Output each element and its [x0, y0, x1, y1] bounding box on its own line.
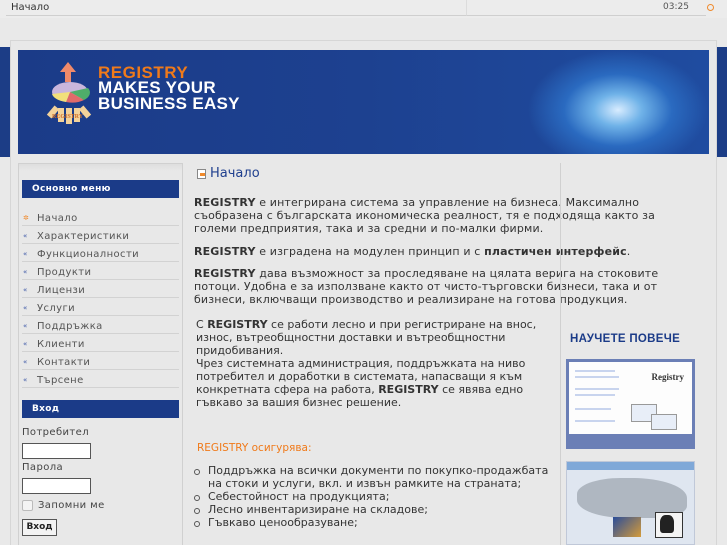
left-sidebar	[18, 163, 183, 545]
menu-item-label: Услуги	[37, 302, 76, 314]
feature-item: Лесно инвентаризиране на складове;	[194, 503, 559, 516]
background-strip-left	[0, 47, 10, 157]
screenshot-thumb	[651, 414, 677, 430]
bullet-icon: «	[23, 340, 28, 348]
menu-item-label: Функционалности	[37, 248, 140, 260]
menu-item-contacts[interactable]	[22, 352, 179, 370]
main-menu	[22, 208, 179, 388]
import-export-block	[196, 318, 556, 409]
page-title-text: Начало	[210, 166, 260, 181]
leaflet-photo	[613, 517, 641, 537]
menu-item-clients[interactable]	[22, 334, 179, 352]
menu-item-support[interactable]	[22, 316, 179, 334]
learn-more-heading[interactable]: НАУЧЕТЕ ПОВЕЧЕ	[570, 333, 681, 345]
text-line	[575, 420, 615, 422]
leaflet-header	[567, 462, 694, 470]
brand-bold: REGISTRY	[207, 318, 268, 331]
page-title	[197, 166, 260, 181]
main-menu-title: Основно меню	[22, 180, 179, 198]
brand-bold: REGISTRY	[194, 196, 256, 209]
paragraph-text: е изградена на модулен принцип и с	[255, 245, 485, 258]
brochure-page	[569, 362, 692, 434]
power-icon[interactable]	[707, 4, 714, 11]
feature-item: Себестойност на продукцията;	[194, 490, 559, 503]
bullet-icon: «	[23, 286, 28, 294]
right-column	[560, 163, 710, 545]
text-line	[575, 376, 619, 378]
bullet-icon: «	[23, 376, 28, 384]
brand-bold: REGISTRY	[194, 267, 256, 280]
menu-item-label: Начало	[37, 212, 78, 224]
password-label: Парола	[22, 462, 64, 473]
menu-item-functionality[interactable]	[22, 244, 179, 262]
remember-me[interactable]	[22, 500, 105, 511]
username-input[interactable]	[22, 443, 91, 459]
emphasis-bold: пластичен интерфейс	[484, 245, 627, 258]
clock: 03:25	[663, 2, 689, 12]
feature-item: Поддръжка на всички документи по покупко-продажбата на стоки и услуги, вкл. и извън рамките на страната;	[194, 464, 559, 490]
text-line	[575, 388, 619, 390]
password-input[interactable]	[22, 478, 91, 494]
top-bar	[0, 0, 727, 18]
window-tab[interactable]	[6, 0, 467, 16]
menu-item-label: Търсене	[37, 374, 84, 386]
sidebar-top-edge	[19, 163, 182, 171]
brand-tagline	[98, 80, 240, 112]
bullet-icon: «	[23, 304, 28, 312]
features-title: REGISTRY осигурява:	[197, 442, 312, 454]
document-icon	[197, 169, 206, 179]
menu-item-label: Характеристики	[37, 230, 130, 242]
text-line	[575, 370, 615, 372]
menu-item-label: Контакти	[37, 356, 91, 368]
bullet-icon: «	[23, 250, 28, 258]
paragraph-text: .	[626, 245, 631, 258]
bullet-icon: ✲	[23, 214, 30, 222]
menu-item-label: Клиенти	[37, 338, 85, 350]
feature-item: Гъвкаво ценообразуване;	[194, 516, 559, 529]
paragraph-text: дава възможност за проследяване на цялата верига на стоковите потоци. Удобна е за използване както от чисто-търговски бизнеси, така и от бизнеси, включващи производство и реализиране на готова продукция.	[194, 267, 659, 306]
header-banner	[18, 50, 709, 154]
leaflet-photo	[655, 512, 683, 538]
username-label: Потребител	[22, 427, 89, 438]
text-line	[575, 408, 611, 410]
block-text: С	[196, 318, 208, 331]
remember-me-label: Запомни ме	[38, 500, 105, 511]
brand-bold: REGISTRY	[194, 245, 256, 258]
bullet-icon: «	[23, 322, 28, 330]
paragraph-text: е интегрирана система за управление на бизнеса. Максимално съобразена с българската икономическа реалност, тя е подходяща както за големи предприятия, така и за средни и по-малки фирми.	[194, 196, 656, 235]
bullet-icon: «	[23, 268, 28, 276]
menu-item-services[interactable]	[22, 298, 179, 316]
registry-logo-icon	[46, 60, 106, 130]
block-text: се явява едно гъвкаво за вашия бизнес решение.	[196, 383, 524, 409]
brochure-label: Registry	[651, 372, 684, 382]
login-button[interactable]: Вход	[22, 519, 57, 536]
menu-item-licenses[interactable]	[22, 280, 179, 298]
tab-title: Начало	[11, 2, 50, 13]
block-text: Чрез системната администрация, поддръжката на ниво потребител и доработки в системата, напасващи я към конкретната сфера на работа,	[196, 357, 526, 396]
svg-text:REGISTRY: REGISTRY	[52, 114, 84, 120]
features-list	[194, 464, 559, 529]
background-strip-right	[717, 47, 727, 157]
brochure-thumbnail[interactable]	[566, 359, 695, 449]
leaflet-thumbnail[interactable]	[566, 461, 695, 545]
bullet-icon: «	[23, 358, 28, 366]
block-text: се работи лесно и при регистриране на внос, износ, вътреобщностни доставки и вътреобщностни придобивания.	[196, 318, 537, 357]
menu-item-label: Продукти	[37, 266, 92, 278]
menu-item-label: Лицензи	[37, 284, 86, 296]
bullet-icon: «	[23, 232, 28, 240]
menu-item-products[interactable]	[22, 262, 179, 280]
tagline-line-2: BUSINESS EASY	[98, 94, 240, 113]
menu-item-label: Поддръжка	[37, 320, 103, 332]
brand-name: REGISTRY	[98, 63, 189, 82]
menu-item-home[interactable]	[22, 208, 179, 226]
remember-me-checkbox[interactable]	[22, 500, 33, 511]
brand-bold: REGISTRY	[378, 383, 439, 396]
tagline-line-1: MAKES YOUR	[98, 78, 216, 97]
menu-item-features[interactable]	[22, 226, 179, 244]
text-line	[575, 394, 615, 396]
menu-item-search[interactable]	[22, 370, 179, 388]
login-title: Вход	[22, 400, 179, 418]
